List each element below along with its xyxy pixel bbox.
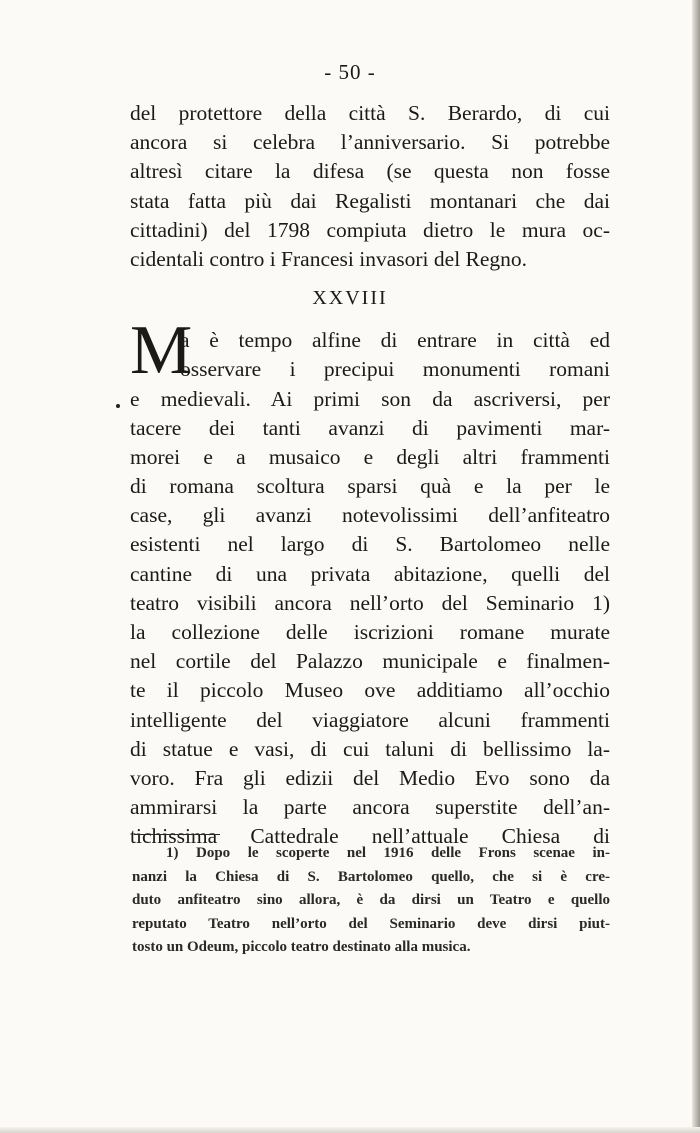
ink-mark xyxy=(116,404,120,408)
text-line: teatro visibili ancora nell’orto del Seminario 1) xyxy=(130,590,610,615)
text-line: altresì citare la difesa (se questa non fosse xyxy=(130,159,610,184)
section-heading: XXVIII xyxy=(312,287,388,309)
footnote-rule xyxy=(134,834,220,835)
text-line: intelligente del viaggiatore alcuni frammenti xyxy=(130,707,610,732)
text-line: tichissima Cattedrale nell’attuale Chiesa di xyxy=(130,824,610,849)
text-line: cantine di una privata abitazione, quelli del xyxy=(130,561,610,586)
page-bottom-edge xyxy=(0,1127,700,1133)
text-line: la collezione delle iscrizioni romane murate xyxy=(130,620,610,644)
text-line: di romana scoltura sparsi quà e la per le xyxy=(130,474,610,499)
paragraph-body xyxy=(130,385,610,852)
text-line: te il piccolo Museo ove additiamo all’occhio xyxy=(130,678,610,703)
text-line: tacere dei tanti avanzi di pavimenti mar- xyxy=(130,415,610,440)
text-line: morei e a musaico e degli altri frammenti xyxy=(130,444,610,469)
text-line: esistenti nel largo di S. Bartolomeo nelle xyxy=(130,532,610,557)
text-line: ancora si celebra l’anniversario. Si potrebbe xyxy=(130,130,610,155)
paragraph-continued xyxy=(130,99,610,274)
text-line: a è tempo alfine di entrare in città ed xyxy=(180,328,610,352)
text-line: voro. Fra gli edizii del Medio Evo sono da xyxy=(130,765,610,790)
footnote-line: tosto un Odeum, piccolo teatro destinato alla musica. xyxy=(132,939,471,955)
drop-cap: M xyxy=(130,312,193,389)
text-line: case, gli avanzi notevolissimi dell’anfiteatro xyxy=(130,503,610,528)
footnote-line: reputato Teatro nell’orto del Seminario deve dirsi piut- xyxy=(132,915,610,932)
footnote-line: duto anfiteatro sino allora, è da dirsi un Teatro e quello xyxy=(132,892,610,908)
footnote-line: 1) Dopo le scoperte nel 1916 delle Frons scenae in- xyxy=(166,845,610,861)
text-line: nel cortile del Palazzo municipale e finalmen- xyxy=(130,649,610,674)
page-binding-shadow xyxy=(692,0,700,1133)
footnote-line: nanzi la Chiesa di S. Bartolomeo quello, che si è cre- xyxy=(132,868,610,885)
paragraph-opening-lines xyxy=(180,326,610,384)
text-line: cittadini) del 1798 compiuta dietro le mura oc- xyxy=(130,217,610,242)
text-line: ammirarsi la parte ancora superstite dell’an- xyxy=(130,795,610,820)
text-line: stata fatta più dai Regalisti montanari che dai xyxy=(130,188,610,213)
text-line: e medievali. Ai primi son da ascriversi, per xyxy=(130,386,610,411)
page-number: - 50 - xyxy=(324,60,376,84)
text-line: osservare i precipui monumenti romani xyxy=(180,357,610,382)
text-line: del protettore della città S. Berardo, di cui xyxy=(130,101,610,125)
text-line: cidentali contro i Francesi invasori del Regno. xyxy=(130,246,528,271)
footnote xyxy=(132,842,610,960)
text-line: di statue e vasi, di cui taluni di bellissimo la- xyxy=(130,736,610,761)
